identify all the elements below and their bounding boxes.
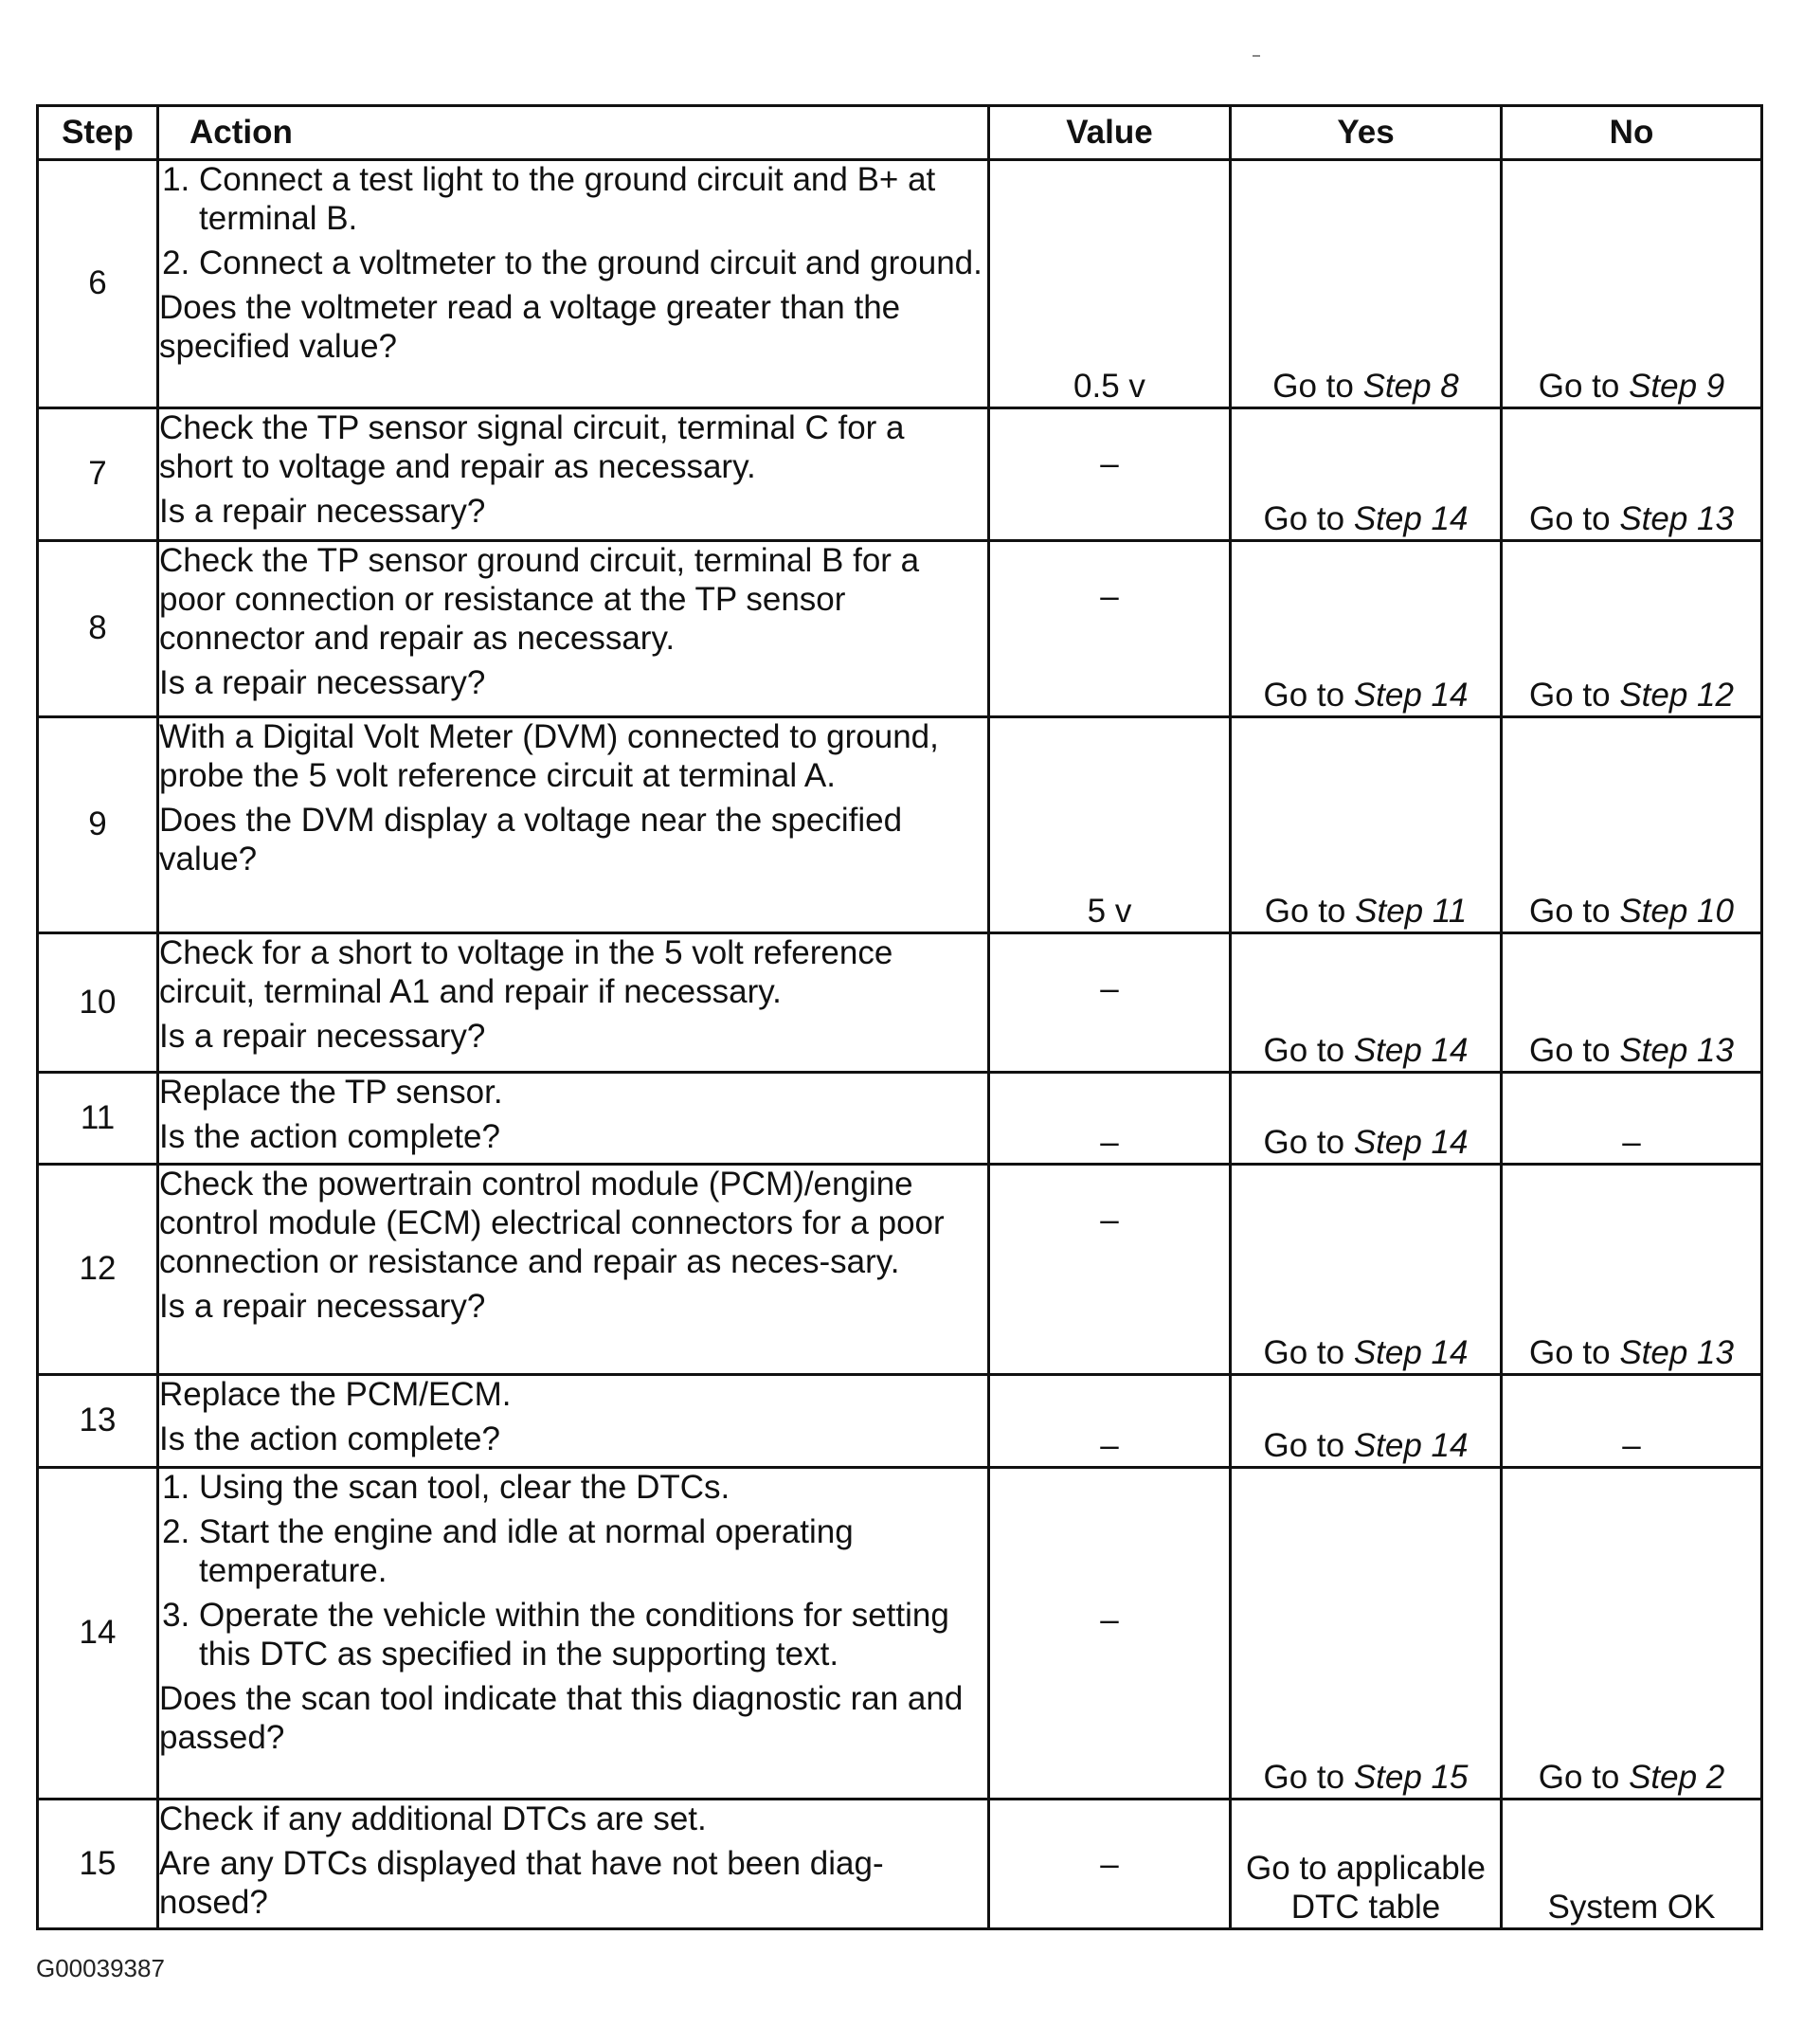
step-number: 6 bbox=[38, 160, 158, 408]
action-question: Does the scan tool indicate that this diagnostic ran and passed? bbox=[159, 1679, 964, 1756]
yes-cell bbox=[1231, 1375, 1502, 1468]
step-number: 10 bbox=[38, 933, 158, 1073]
value-dash: – bbox=[1100, 445, 1119, 482]
step-number: 9 bbox=[38, 717, 158, 933]
action-text: Replace the PCM/ECM. bbox=[159, 1376, 512, 1413]
action-text: Check for a short to voltage in the 5 volt reference circuit, terminal A1 and repair if necessary. bbox=[159, 934, 893, 1010]
header-row bbox=[38, 106, 1762, 160]
value-dash: – bbox=[1100, 1202, 1119, 1239]
step-ref: Step 12 bbox=[1619, 677, 1734, 714]
yes-cell bbox=[1231, 717, 1502, 933]
action-cell bbox=[158, 160, 989, 408]
step-number: 8 bbox=[38, 541, 158, 717]
value-dash: – bbox=[1100, 1846, 1119, 1883]
no-cell bbox=[1502, 160, 1762, 408]
table-row bbox=[38, 160, 1762, 408]
header-yes: Yes bbox=[1231, 106, 1502, 160]
action-text: With a Digital Volt Meter (DVM) connected to ground, probe the 5 volt reference circuit at terminal A. bbox=[159, 718, 939, 794]
step-ref: Step 14 bbox=[1353, 1334, 1469, 1372]
action-text: Check the TP sensor ground circuit, terminal B for a poor connection or resistance at the TP sensor connector and repair as necessary. bbox=[159, 542, 920, 657]
goto-prefix: Go to bbox=[1263, 1759, 1354, 1797]
diagnostic-table bbox=[36, 104, 1763, 1930]
table-row bbox=[38, 408, 1762, 541]
action-item: 2. Start the engine and idle at normal operating temperature. bbox=[199, 1513, 987, 1591]
value-cell: – bbox=[989, 1375, 1231, 1468]
action-item: 1. Connect a test light to the ground circuit and B+ at terminal B. bbox=[199, 161, 987, 239]
step-ref: Step 13 bbox=[1619, 500, 1734, 538]
action-question: Is a repair necessary? bbox=[159, 1287, 486, 1325]
value-cell bbox=[989, 1165, 1231, 1375]
header-value: Value bbox=[989, 106, 1231, 160]
goto-prefix: Go to bbox=[1263, 1032, 1354, 1070]
no-cell bbox=[1502, 541, 1762, 717]
goto-prefix: Go to bbox=[1538, 1759, 1630, 1797]
table-row bbox=[38, 1073, 1762, 1165]
yes-cell bbox=[1231, 933, 1502, 1073]
goto-prefix: Go to bbox=[1263, 500, 1354, 538]
goto-prefix: Go to bbox=[1263, 1124, 1354, 1162]
table-row bbox=[38, 1468, 1762, 1800]
no-cell: System OK bbox=[1502, 1800, 1762, 1929]
goto-prefix: Go to bbox=[1538, 368, 1630, 406]
value-dash: – bbox=[1100, 578, 1119, 615]
action-question: Is a repair necessary? bbox=[159, 1017, 486, 1055]
step-number: 7 bbox=[38, 408, 158, 541]
step-ref: Step 8 bbox=[1362, 368, 1459, 406]
yes-cell: Go to applicable DTC table bbox=[1231, 1800, 1502, 1929]
table-row bbox=[38, 541, 1762, 717]
step-ref: Step 11 bbox=[1355, 893, 1468, 931]
step-ref: Step 10 bbox=[1619, 893, 1734, 931]
goto-prefix: Go to bbox=[1529, 1032, 1620, 1070]
action-cell bbox=[158, 1165, 989, 1375]
value-cell: – bbox=[989, 1073, 1231, 1165]
step-ref: Step 14 bbox=[1353, 1032, 1469, 1070]
value-dash: – bbox=[1100, 970, 1119, 1007]
step-ref: Step 14 bbox=[1353, 500, 1469, 538]
table-row bbox=[38, 1165, 1762, 1375]
action-text: Check the powertrain control module (PCM)/engine control module (ECM) electrical connectors for a poor connection or resistance and repair as neces-sary. bbox=[159, 1166, 945, 1280]
table-row bbox=[38, 1375, 1762, 1468]
step-ref: Step 9 bbox=[1629, 368, 1725, 406]
goto-prefix: Go to bbox=[1529, 1334, 1620, 1372]
header-action: Action bbox=[158, 106, 989, 160]
action-cell bbox=[158, 1468, 989, 1800]
yes-cell bbox=[1231, 408, 1502, 541]
step-ref: Step 13 bbox=[1619, 1032, 1734, 1070]
step-number: 12 bbox=[38, 1165, 158, 1375]
action-question: Is the action complete? bbox=[159, 1420, 500, 1457]
value-cell bbox=[989, 1468, 1231, 1800]
action-cell bbox=[158, 1375, 989, 1468]
table-row bbox=[38, 933, 1762, 1073]
scan-mark bbox=[1253, 55, 1260, 57]
action-text: Check if any additional DTCs are set. bbox=[159, 1800, 707, 1837]
goto-prefix: Go to bbox=[1272, 368, 1363, 406]
action-list bbox=[159, 161, 987, 283]
yes-cell bbox=[1231, 1165, 1502, 1375]
action-question: Is a repair necessary? bbox=[159, 663, 486, 701]
step-number: 13 bbox=[38, 1375, 158, 1468]
goto-prefix: Go to bbox=[1264, 893, 1356, 931]
value-cell bbox=[989, 933, 1231, 1073]
step-ref: Step 14 bbox=[1353, 1427, 1469, 1465]
no-cell bbox=[1502, 1468, 1762, 1800]
action-cell bbox=[158, 1073, 989, 1165]
table-row bbox=[38, 717, 1762, 933]
figure-code: G00039387 bbox=[36, 1954, 165, 1982]
value-cell: 0.5 v bbox=[989, 160, 1231, 408]
step-ref: Step 13 bbox=[1619, 1334, 1734, 1372]
action-item: 3. Operate the vehicle within the conditions for setting this DTC as specified in the supporting text. bbox=[199, 1597, 987, 1674]
goto-prefix: Go to bbox=[1263, 1427, 1354, 1465]
action-cell bbox=[158, 1800, 989, 1929]
goto-prefix: Go to bbox=[1529, 677, 1620, 714]
no-cell: – bbox=[1502, 1073, 1762, 1165]
action-item: 1. Using the scan tool, clear the DTCs. bbox=[199, 1469, 987, 1508]
yes-cell bbox=[1231, 1468, 1502, 1800]
step-ref: Step 14 bbox=[1353, 1124, 1469, 1162]
no-cell bbox=[1502, 1165, 1762, 1375]
action-question: Is the action complete? bbox=[159, 1117, 500, 1155]
action-cell bbox=[158, 717, 989, 933]
action-question: Is a repair necessary? bbox=[159, 492, 486, 530]
value-cell: 5 v bbox=[989, 717, 1231, 933]
action-cell bbox=[158, 541, 989, 717]
step-ref: Step 2 bbox=[1629, 1759, 1725, 1797]
yes-cell bbox=[1231, 541, 1502, 717]
yes-cell bbox=[1231, 1073, 1502, 1165]
step-ref: Step 14 bbox=[1353, 677, 1469, 714]
value-cell bbox=[989, 541, 1231, 717]
action-cell bbox=[158, 408, 989, 541]
table-row bbox=[38, 1800, 1762, 1929]
step-number: 14 bbox=[38, 1468, 158, 1800]
action-text: Replace the TP sensor. bbox=[159, 1074, 503, 1111]
action-text: Check the TP sensor signal circuit, terminal C for a short to voltage and repair as necessary. bbox=[159, 409, 905, 485]
no-cell: – bbox=[1502, 1375, 1762, 1468]
action-question: Does the voltmeter read a voltage greater than the specified value? bbox=[159, 288, 901, 365]
value-cell bbox=[989, 1800, 1231, 1929]
action-cell bbox=[158, 933, 989, 1073]
no-cell bbox=[1502, 933, 1762, 1073]
goto-prefix: Go to bbox=[1529, 500, 1620, 538]
goto-prefix: Go to bbox=[1263, 1334, 1354, 1372]
no-cell bbox=[1502, 408, 1762, 541]
action-item: 2. Connect a voltmeter to the ground circuit and ground. bbox=[199, 244, 987, 283]
value-dash: – bbox=[1100, 1601, 1119, 1638]
header-no: No bbox=[1502, 106, 1762, 160]
goto-prefix: Go to bbox=[1529, 893, 1620, 931]
action-list bbox=[159, 1469, 987, 1674]
goto-prefix: Go to bbox=[1263, 677, 1354, 714]
action-question: Does the DVM display a voltage near the specified value? bbox=[159, 801, 903, 877]
step-ref: Step 15 bbox=[1353, 1759, 1469, 1797]
value-cell bbox=[989, 408, 1231, 541]
action-question: Are any DTCs displayed that have not been diag-nosed? bbox=[159, 1844, 884, 1921]
no-cell bbox=[1502, 717, 1762, 933]
yes-cell bbox=[1231, 160, 1502, 408]
step-number: 15 bbox=[38, 1800, 158, 1929]
header-step: Step bbox=[38, 106, 158, 160]
step-number: 11 bbox=[38, 1073, 158, 1165]
